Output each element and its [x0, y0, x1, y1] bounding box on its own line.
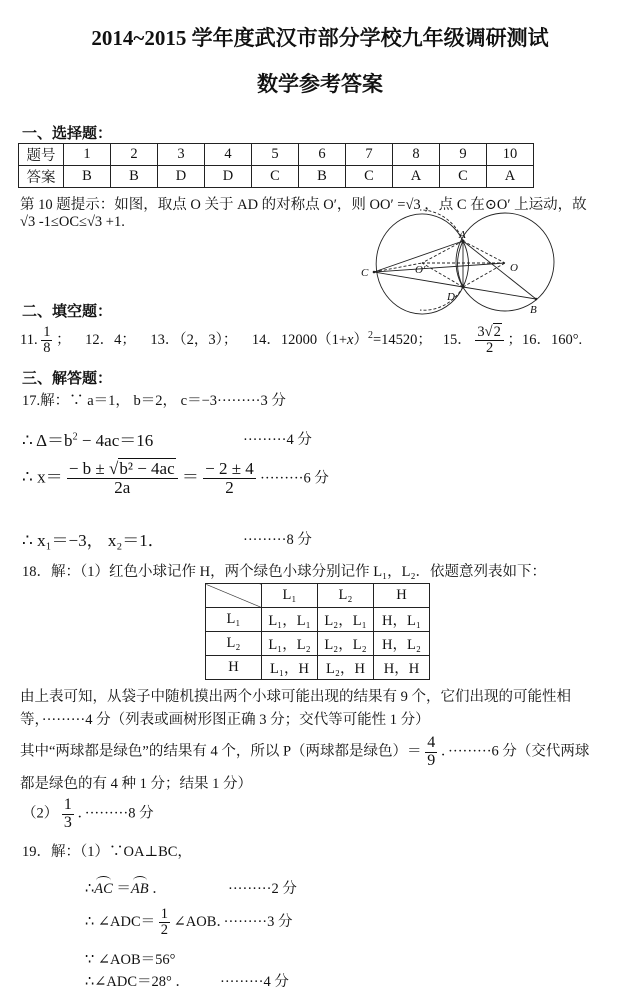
row-header: L₂ — [206, 632, 262, 656]
q17-line4-score: ·········8 分 — [243, 532, 312, 548]
label-o: O — [510, 262, 518, 274]
table-cell: L₁，H — [262, 656, 318, 680]
document-subtitle: 数学参考答案 — [257, 72, 383, 96]
question-number: 7 — [346, 144, 393, 166]
table-cell: L₁，L₂ — [262, 632, 318, 656]
q19-line4: ∵ ∠AOB＝56° — [85, 952, 176, 968]
q15-fraction: $\frac{3√2}{2}$ — [475, 325, 503, 356]
numeric-substitution: $\frac{- 2 \pm 4}{2}$ — [205, 459, 254, 497]
answer-cell: B — [111, 166, 158, 188]
probability-table — [205, 583, 430, 680]
q18-intro: 18．解：（1）红色小球记作 H，两个绿色小球分别记作 L₁，L₂．依题意列表如下： — [22, 564, 547, 580]
q19-line5-score: ·········4 分 — [220, 974, 289, 990]
answer-cell: A — [393, 166, 440, 188]
segment-db — [463, 287, 536, 299]
table-row — [206, 608, 430, 632]
q17-line3: ∴ x＝ $\frac{\text{− b ± √b² − 4ac}}{2a}$ ＝ $\frac{- 2 \pm 4}{2}$ ·········6 分 — [22, 459, 329, 497]
q11-fraction: $\frac{1}{8}$ — [43, 324, 51, 357]
question-number: 1 — [64, 144, 111, 166]
row-header: L₁ — [206, 608, 262, 632]
column-header: L₁ — [262, 584, 318, 608]
question-number: 3 — [158, 144, 205, 166]
question-number: 8 — [393, 144, 440, 166]
table-header-row — [206, 584, 430, 608]
section-heading-choice: 一、选择题： — [22, 126, 113, 142]
arc-ac: AC — [94, 881, 113, 897]
answer-cell: D — [158, 166, 205, 188]
question-number: 2 — [111, 144, 158, 166]
segment-co — [374, 263, 505, 272]
q10-hint-line2: √3 -1≤OC≤√3 +1. — [20, 214, 125, 230]
q12-answer: 12．4； — [85, 332, 136, 349]
circle-o-prime-dashed-lower — [420, 287, 463, 310]
part2-fraction: $\frac{1}{3}$ — [63, 796, 72, 831]
row-label: 答案 — [19, 166, 64, 188]
table-row — [206, 656, 430, 680]
q14-answer: 14．$12000(1+x)^2=14520$； — [251, 330, 432, 349]
q15-label: 15． — [442, 332, 472, 349]
q19-line1: 19．解：（1）∵OA⊥BC， — [22, 844, 192, 860]
q18-part2: （2） $\frac{1}{3}$ ．·········8 分 — [22, 796, 154, 831]
question-number: 9 — [440, 144, 487, 166]
table-cell: H，L₁ — [374, 608, 430, 632]
answer-cell: C — [440, 166, 487, 188]
answer-cell: C — [252, 166, 299, 188]
column-header: L₂ — [318, 584, 374, 608]
section-heading-fill: 二、填空题： — [22, 304, 113, 320]
question-number: 5 — [252, 144, 299, 166]
segment-ab — [463, 241, 536, 299]
answer-cell: B — [299, 166, 346, 188]
q18-para1-line2: 等，·········4 分（列表或画树形图正确 3 分；交代等可能性 1 分） — [20, 712, 430, 728]
table-row-answers — [19, 166, 534, 188]
table-cell: L₁，L₁ — [262, 608, 318, 632]
q10-geometry-figure — [355, 205, 575, 320]
diagonal-header-cell — [206, 584, 262, 608]
q17-line2: ∴ $\Delta=b^2 - 4ac=16$ — [22, 431, 154, 450]
q19-line5: ∴∠ADC＝28° ． — [85, 974, 190, 990]
q18-para2-line2: 都是绿色的有 4 种 1 分；结果 1 分） — [20, 776, 252, 792]
q10-hint-line1: 第 10 题提示：如图，取点 O 关于 AD 的对称点 O′，则 OO′ =√3 ，点 C 在⊙O′ 上运动，故 — [20, 197, 587, 213]
q19-line2: ∴AC ＝AB ． — [85, 881, 167, 897]
row-header: H — [206, 656, 262, 680]
label-a: A — [459, 229, 466, 241]
q11-label: 11. — [20, 332, 38, 349]
choice-answer-table — [18, 143, 534, 188]
label-c: C — [361, 267, 369, 279]
column-header: H — [374, 584, 430, 608]
answer-cell: B — [64, 166, 111, 188]
section-heading-solve: 三、解答题： — [22, 371, 113, 387]
label-o-prime: O′ — [415, 264, 426, 276]
table-cell: L₂，H — [318, 656, 374, 680]
q19-line3: ∴ ∠ADC＝ $\frac{1}{2}$ ∠AOB．·········3 分 — [85, 906, 293, 939]
answer-cell: D — [205, 166, 252, 188]
table-row-numbers — [19, 144, 534, 166]
answer-cell: A — [487, 166, 534, 188]
q19-line2-score: ·········2 分 — [228, 881, 297, 897]
table-cell: L₂，L₁ — [318, 608, 374, 632]
table-cell: L₂，L₂ — [318, 632, 374, 656]
table-cell: H，L₂ — [374, 632, 430, 656]
question-number: 10 — [487, 144, 534, 166]
q18-para1-line1: 由上表可知，从袋子中随机摸出两个小球可能出现的结果有 9 个，它们出现的可能性相 — [20, 689, 571, 705]
half-fraction: $\frac{1}{2}$ — [160, 906, 168, 939]
q17-line4: ∴ x₁＝−3， x₂＝1． — [22, 531, 165, 550]
q16-answer: ；16．160°. — [507, 332, 583, 349]
label-b: B — [530, 304, 537, 316]
circle-o — [456, 213, 554, 311]
arc-ab: AB — [130, 881, 149, 897]
row-label: 题号 — [19, 144, 64, 166]
document-title: 2014~2015 学年度武汉市部分学校九年级调研测试 — [91, 26, 549, 50]
table-row — [206, 632, 430, 656]
q18-para2-line1: 其中“两球都是绿色”的结果有 4 个，所以 P（两球都是绿色）＝ $\frac{4}{9}$ ．·········6 分（交代两球 — [20, 734, 590, 769]
quadratic-formula: $\frac{\text{− b ± √b² − 4ac}}{2a}$ — [67, 460, 178, 497]
question-number: 6 — [299, 144, 346, 166]
fill-in-answers: 11. $\frac{1}{8}$ ； 12．4； 13．（2，3）； 14．$12000(1+x)^2=14520$； 15． $\frac{3√2}{2}$ ；16．160°. — [20, 324, 583, 357]
q17-line1: 17.解：∵ a＝1， b＝2， c＝−3·········3 分 — [22, 393, 286, 409]
q13-answer: 13．（2，3）； — [150, 332, 238, 349]
probability-fraction: $\frac{4}{9}$ — [427, 734, 436, 769]
table-cell: H，H — [374, 656, 430, 680]
label-d: D — [447, 291, 455, 303]
answer-cell: C — [346, 166, 393, 188]
q17-line2-score: ·········4 分 — [243, 432, 312, 448]
question-number: 4 — [205, 144, 252, 166]
